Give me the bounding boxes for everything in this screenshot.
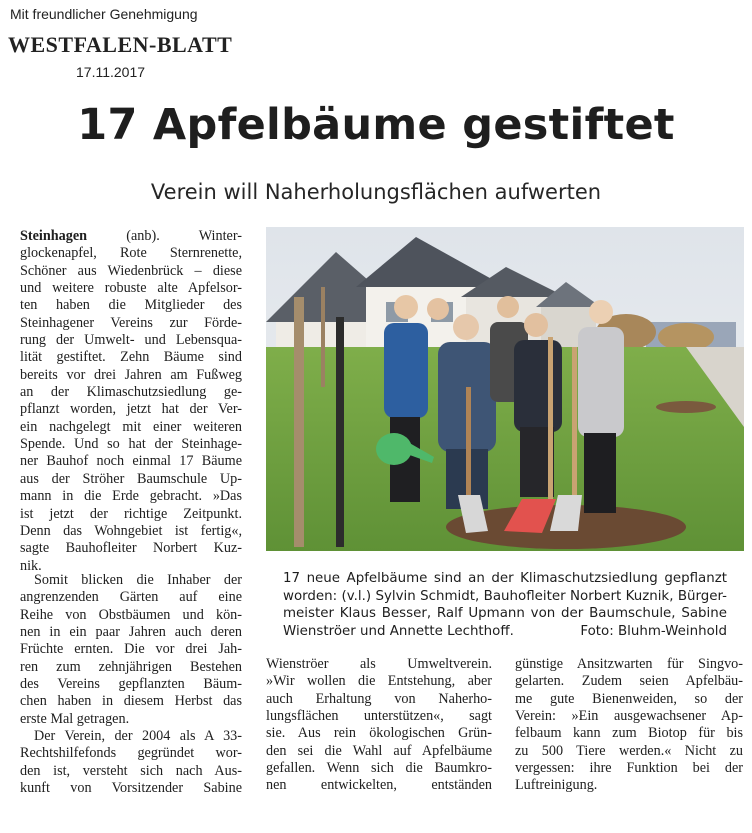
article-photo bbox=[266, 227, 744, 551]
column-line: lität gestiftet. Zehn Bäume sind bbox=[20, 349, 242, 366]
caption-line: meister Klaus Besser, Ralf Upmann von der Baumschule, Sabine bbox=[283, 606, 727, 621]
column-line: den ist, versteht sich nach Aus- bbox=[20, 762, 242, 779]
caption-line: Wienströer und Annette Lechthoff. bbox=[283, 623, 514, 639]
column-line: chen haben in diesem Herbst das bbox=[20, 693, 242, 710]
column-line: Denn das Wohngebiet ist fertig«, bbox=[20, 522, 242, 539]
column-line: me gute Bienenweiden, so der bbox=[515, 690, 743, 707]
caption-last-line bbox=[283, 623, 727, 641]
dateline: Steinhagen bbox=[20, 228, 88, 244]
column-line: Luftreinigung. bbox=[515, 777, 598, 794]
column-line: »Wir wollen die Entstehung, aber bbox=[266, 673, 492, 690]
publication-date: 17.11.2017 bbox=[76, 64, 146, 80]
column-line: günstige Ansitzwarten für Singvo- bbox=[515, 656, 743, 672]
column-line: Rechtshilfefonds gegründet wor- bbox=[20, 745, 242, 762]
first-line bbox=[20, 228, 242, 245]
column-line: vergessen: ihre Funktion bei der bbox=[515, 760, 743, 777]
article-column-1 bbox=[20, 228, 242, 575]
column-line: lungsflächen unterstützen«, sagt bbox=[266, 708, 492, 725]
column-line: Der Verein, der 2004 als A 33- bbox=[34, 728, 242, 745]
column-line: rung der Umwelt- und Lebensqua- bbox=[20, 332, 242, 349]
column-line: Reihe von Obstbäumen und kön- bbox=[20, 606, 242, 623]
column-line: aus der Ströher Baumschule Up- bbox=[20, 470, 242, 487]
column-line: angrenzenden Gärten auf eine bbox=[20, 589, 242, 606]
column-line: ren zum zehnjährigen Bestehen bbox=[20, 658, 242, 675]
column-line: glockenapfel, Rote Sternrenette, bbox=[20, 245, 242, 262]
column-line: erste Mal getragen. bbox=[20, 710, 130, 727]
column-line: felbaum kann zum Biotop für bis bbox=[515, 725, 743, 742]
column-line: (anb). Winter- bbox=[126, 228, 242, 244]
column-line: sagte Bauhofleiter Norbert Kuz- bbox=[20, 540, 242, 557]
photo-illustration bbox=[266, 227, 744, 551]
column-line: den sei die Wahl auf Apfelbäume bbox=[266, 742, 492, 759]
column-line: mann in die Erde gebracht. »Das bbox=[20, 488, 242, 505]
column-line: nik. bbox=[20, 557, 42, 574]
article-column-1-continued bbox=[20, 572, 242, 797]
column-line: an der Klimaschutzsiedlung ge- bbox=[20, 384, 242, 401]
column-line: Wienströer als Umweltverein. bbox=[266, 656, 492, 672]
column-line: ist jetzt der richtige Zeitpunkt. bbox=[20, 505, 242, 522]
article-headline: 17 Apfelbäume gestiftet bbox=[77, 100, 675, 150]
column-line: Schöner aus Wiedenbrück – diese bbox=[20, 262, 242, 279]
column-line: und weitere robuste alte Apfelsor- bbox=[20, 280, 242, 297]
column-line: bereits vor drei Jahren am Fußweg bbox=[20, 366, 242, 383]
column-line: kunft von Vorsitzender Sabine bbox=[20, 780, 242, 797]
column-line: ten haben die Mitglieder des bbox=[20, 297, 242, 314]
article-column-3 bbox=[515, 656, 743, 795]
photo-caption bbox=[283, 570, 727, 640]
newspaper-name: WESTFALEN-BLATT bbox=[8, 32, 233, 57]
column-line: Früchte ernten. Die vor drei Jah- bbox=[20, 641, 242, 658]
caption-line: 17 neue Apfelbäume sind an der Klimaschutzsiedlung gepflanzt bbox=[283, 571, 727, 586]
article-subheadline: Verein will Naherholungsflächen aufwerten bbox=[150, 180, 602, 204]
column-line: Verein: »Ein ausgewachsener Ap- bbox=[515, 708, 743, 725]
column-line: ner Bauhof noch einmal 17 Bäume bbox=[20, 453, 242, 470]
column-line: gelarten. Zudem seien Apfelbäu- bbox=[515, 673, 743, 690]
caption-line: worden: (v.l.) Sylvin Schmidt, Bauhofleiter Norbert Kuznik, Bürger- bbox=[283, 588, 727, 604]
column-line: auch Erhaltung von Naherho- bbox=[266, 690, 492, 707]
column-line: zu 500 Tiere werden.« Nicht zu bbox=[515, 742, 743, 759]
column-line: des Vereins gepflanzten Bäum- bbox=[20, 676, 242, 693]
column-line: pflanzt worden, jetzt hat der Ver- bbox=[20, 401, 242, 418]
column-line: ein nachgelegt mit einer weiteren bbox=[20, 418, 242, 435]
column-line: nen entwickelten, entständen bbox=[266, 777, 492, 794]
column-line: Steinhagener Vereins zur Förde- bbox=[20, 314, 242, 331]
column-line: sie. Aus rein ökologischen Grün- bbox=[266, 725, 492, 742]
column-line: gefallen. Wenn sich die Baumkro- bbox=[266, 760, 492, 777]
column-line: nen in ein paar Jahren auch deren bbox=[20, 624, 242, 641]
photo-credit: Foto: Bluhm-Weinhold bbox=[580, 623, 727, 639]
column-line: Somit blicken die Inhaber der bbox=[34, 572, 242, 588]
article-column-2 bbox=[266, 656, 492, 795]
permission-note: Mit freundlicher Genehmigung bbox=[10, 6, 198, 22]
column-line: Spende. Und so hat der Steinhage- bbox=[20, 436, 242, 453]
